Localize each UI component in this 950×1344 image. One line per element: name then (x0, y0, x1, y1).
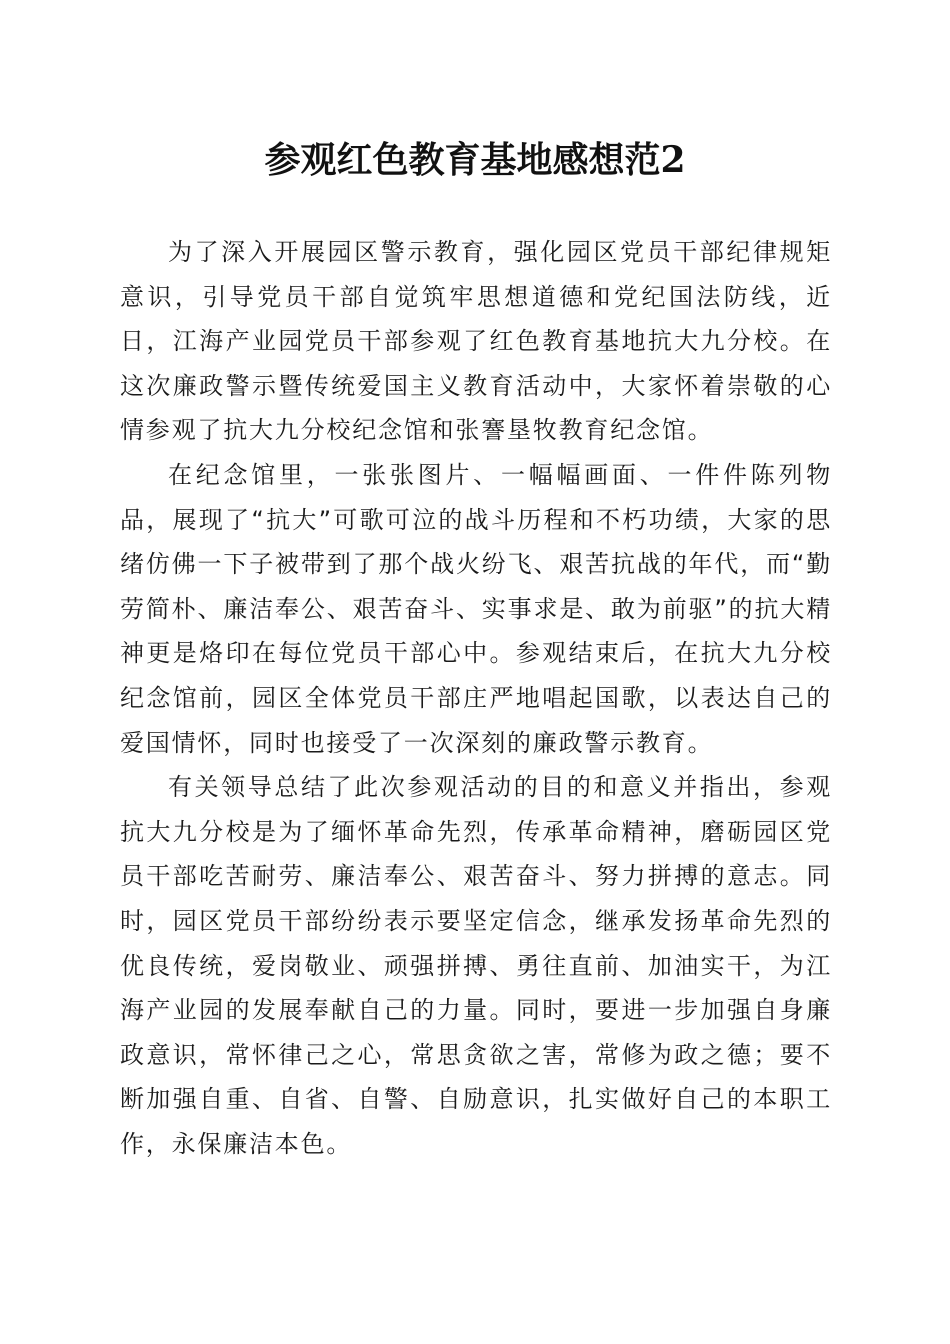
paragraph: 为了深入开展园区警示教育，强化园区党员干部纪律规矩意识，引导党员干部自觉筑牢思想道德和党纪国法防线，近日，江海产业园党员干部参观了红色教育基地抗大九分校。在这次廉政警示暨传统爱国主义教育活动中，大家怀着崇敬的心情参观了抗大九分校纪念馆和张謇垦牧教育纪念馆。 (120, 238, 832, 445)
paragraph: 在纪念馆里，一张张图片、一幅幅画面、一件件陈列物品，展现了“抗大”可歌可泣的战斗历程和不朽功绩，大家的思绪仿佛一下子被带到了那个战火纷飞、艰苦抗战的年代，而“勤劳简朴、廉洁奉公、艰苦奋斗、实事求是、敢为前驱”的抗大精神更是烙印在每位党员干部心中。参观结束后，在抗大九分校纪念馆前，园区全体党员干部庄严地唱起国歌，以表达自己的爱国情怀，同时也接受了一次深刻的廉政警示教育。 (120, 460, 832, 757)
paragraph: 有关领导总结了此次参观活动的目的和意义并指出，参观抗大九分校是为了缅怀革命先烈，传承革命精神，磨砺园区党员干部吃苦耐劳、廉洁奉公、艰苦奋斗、努力拼搏的意志。同时，园区党员干部纷纷表示要坚定信念，继承发扬革命先烈的优良传统，爱岗敬业、顽强拼搏、勇往直前、加油实干，为江海产业园的发展奉献自己的力量。同时，要进一步加强自身廉政意识，常怀律己之心，常思贪欲之害，常修为政之德；要不断加强自重、自省、自警、自励意识，扎实做好自己的本职工作，永保廉洁本色。 (120, 773, 832, 1158)
document-title: 参观红色教育基地感想范2 (264, 139, 686, 181)
document-body (120, 230, 832, 1166)
